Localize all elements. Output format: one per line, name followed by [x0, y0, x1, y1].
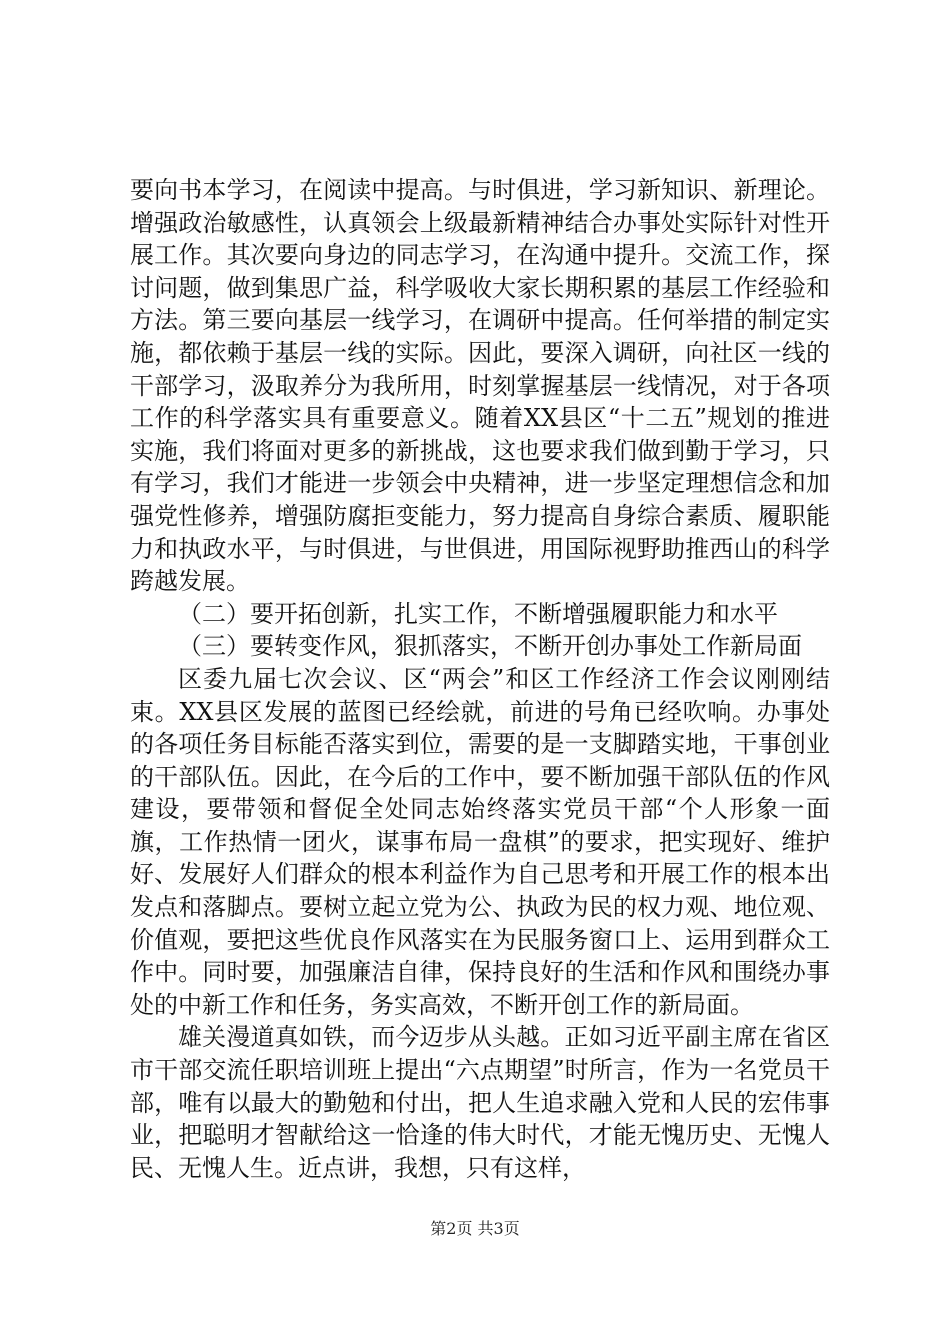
heading-section-three: （三）要转变作风，狠抓落实，不断开创办事处工作新局面	[178, 632, 802, 661]
paragraph-conclusion: 雄关漫道真如铁，而今迈步从头越。正如习近平副主席在省区市干部交流任职培训班上提出“六点期望”时所言，作为一名党员干部，唯有以最大的勤勉和付出，把人生追求融入党和人民的宏伟事业，把聪明才智献给这一恰逢的伟大时代，才能无愧历史、无愧人民、无愧人生。近点讲，我想，只有这样，	[130, 1023, 830, 1182]
paragraph-work-style: 区委九届七次会议、区“两会”和区工作经济工作会议刚刚结束。XX县区发展的蓝图已经绘就，前进的号角已经吹响。办事处的各项任务目标能否落实到位，需要的是一支脚踏实地，干事创业的干部队伍。因此，在今后的工作中，要不断加强干部队伍的作风建设，要带领和督促全处同志始终落实党员干部“个人形象一面旗，工作热情一团火，谋事布局一盘棋”的要求，把实现好、维护好、发展好人们群众的根本利益作为自己思考和开展工作的根本出发点和落脚点。要树立起立党为公、执政为民的权力观、地位观、价值观，要把这些优良作风落实在为民服务窗口上、运用到群众工作中。同时要，加强廉洁自律，保持良好的生活和作风和围绕办事处的中新工作和任务，务实高效，不断开创工作的新局面。	[130, 664, 830, 1019]
document-body	[130, 174, 830, 1184]
heading-section-two: （二）要开拓创新，扎实工作，不断增强履职能力和水平	[178, 599, 778, 628]
paragraph-study: 要向书本学习，在阅读中提高。与时俱进，学习新知识、新理论。增强政治敏感性，认真领会上级最新精神结合办事处实际针对性开展工作。其次要向身边的同志学习，在沟通中提升。交流工作，探讨问题，做到集思广益，科学吸收大家长期积累的基层工作经验和方法。第三要向基层一线学习，在调研中提高。任何举措的制定实施，都依赖于基层一线的实际。因此，要深入调研，向社区一线的干部学习，汲取养分为我所用，时刻掌握基层一线情况，对于各项工作的科学落实具有重要意义。随着XX县区“十二五”规划的推进实施，我们将面对更多的新挑战，这也要求我们做到勤于学习，只有学习，我们才能进一步领会中央精神，进一步坚定理想信念和加强党性修养，增强防腐拒变能力，努力提高自身综合素质、履职能力和执政水平，与时俱进，与世俱进，用国际视野助推西山的科学跨越发展。	[130, 176, 830, 596]
page-footer: 第2页 共3页	[430, 1219, 520, 1238]
